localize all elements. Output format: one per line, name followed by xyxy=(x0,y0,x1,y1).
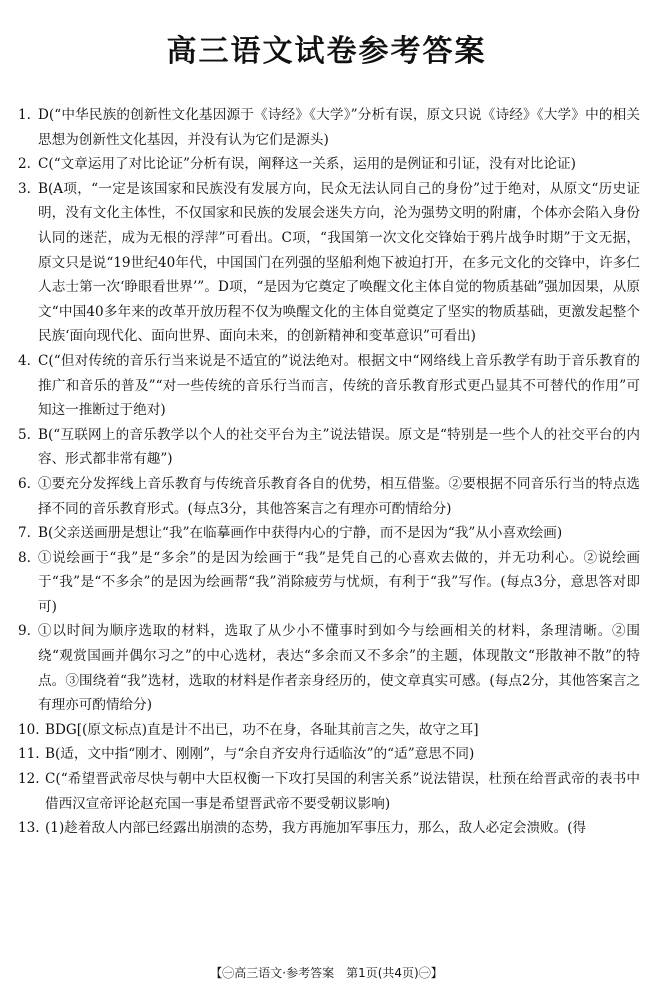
answer-text: C(“但对传统的音乐行当来说是不适宜的”说法绝对。根据文中“网络线上音乐教学有助于音乐教育的推广和音乐的普及”“对一些传统的音乐行当而言，传统的音乐教育形式更凸显其不可替代的作用”可知这一推断过于绝对) xyxy=(38,352,640,419)
answer-text: D(“中华民族的创新性文化基因源于《诗经》《大学》”分析有误，原文只说《诗经》《大学》中的相关思想为创新性文化基因，并没有认为它们是源头) xyxy=(38,107,640,148)
answer-item-4 xyxy=(18,349,640,423)
answer-text: (1)趁着敌人内部已经露出崩溃的态势，我方再施加军事压力，那么，敌人必定会溃败。(得 xyxy=(45,820,587,837)
answer-number: 12. xyxy=(18,771,40,788)
answer-item-7 xyxy=(18,521,640,546)
answer-number: 11. xyxy=(18,746,40,763)
answer-item-12 xyxy=(18,767,640,816)
answer-item-6 xyxy=(18,472,640,521)
answer-number: 8. xyxy=(18,549,31,566)
page-footer: 【㊀高三语文·参考答案 第1页(共4页)㊀】 xyxy=(210,966,443,980)
answer-text: B(适，文中指“刚才、刚刚”，与“余自齐安舟行适临汝”的“适”意思不同) xyxy=(45,746,475,763)
answer-item-2 xyxy=(18,152,640,177)
answer-number: 1. xyxy=(18,107,31,123)
answer-item-10 xyxy=(18,718,640,743)
answer-item-5 xyxy=(18,423,640,472)
answer-list xyxy=(18,103,640,841)
answer-item-1 xyxy=(18,103,640,152)
answer-number: 9. xyxy=(18,623,31,640)
answer-text: ①要充分发挥线上音乐教育与传统音乐教育各自的优势，相互借鉴。②要根据不同音乐行当的特点选择不同的音乐教育形式。(每点3分，其他答案言之有理亦可酌情给分) xyxy=(38,475,640,517)
answer-number: 6. xyxy=(18,475,31,492)
answer-text: B(A项，“一定是该国家和民族没有发展方向，民众无法认同自己的身份”过于绝对，从原文“历史证明，没有文化主体性，不仅国家和民族的发展会迷失方向，沦为强势文明的附庸，个体亦会陷入身份认同的迷茫，成为无根的浮萍”可看出。C项，“我国第一次文化交锋始于鸦片战争时期”于文无据，原文只是说“19世纪40年代，中国国门在列强的坚船利炮下被迫打开，在多元文化的交锋中，许多仁人志士第一次‘睁眼看世界’”。D项，“是因为它奠定了唤醒文化主体自觉的物质基础”强加因果，从原文“中国40多年来的改革开放历程不仅为唤醒文化的主体自觉奠定了坚实的物质基础，更激发起整个民族‘面向现代化、面向世界、面向未来，的创新精神和变革意识”可看出) xyxy=(38,180,640,345)
answer-text: BDG[(原文标点)直是计不出已，功不在身，各耻其前言之失，故守之耳] xyxy=(45,721,479,738)
answer-text: B(父亲送画册是想让“我”在临摹画作中获得内心的宁静，而不是因为“我”从小喜欢绘画) xyxy=(38,525,563,542)
answer-item-11 xyxy=(18,742,640,767)
answer-item-8 xyxy=(18,546,640,620)
answer-number: 7. xyxy=(18,525,31,542)
answer-text: C(“文章运用了对比论证”分析有误，阐释这一关系，运用的是例证和引证，没有对比论证) xyxy=(38,156,576,173)
answer-item-13 xyxy=(18,816,640,841)
answer-text: B(“互联网上的音乐教学以个人的社交平台为主”说法错误。原文是“特别是一些个人的社交平台的内容、形式都非常有趣”) xyxy=(38,426,640,468)
answer-number: 5. xyxy=(18,426,31,443)
answer-text: ①以时间为顺序选取的材料，选取了从少小不懂事时到如今与绘画相关的材料，条理清晰。②围绕“观赏国画并偶尔习之”的中心选材，表达“多余而又不多余”的主题，体现散文“形散神不散”的特点。③围绕着“我”选材，选取的材料是作者亲身经历的，使文章真实可感。(每点2分，其他答案言之有理亦可酌情给分) xyxy=(38,623,640,714)
answer-item-9 xyxy=(18,619,640,717)
answer-text: C(“希望晋武帝尽快与朝中大臣权衡一下攻打吴国的利害关系”说法错误，杜预在给晋武帝的表书中借西汉宣帝评论赵充国一事是希望晋武帝不要受朝议影响) xyxy=(45,771,640,812)
answer-number: 13. xyxy=(18,820,40,837)
answer-item-3 xyxy=(18,177,640,349)
page-title: 高三语文试卷参考答案 xyxy=(166,34,487,69)
answer-number: 10. xyxy=(18,721,40,738)
answer-number: 3. xyxy=(18,180,31,197)
answer-text: ①说绘画于“我”是“多余”的是因为绘画于“我”是凭自己的心喜欢去做的，并无功利心。②说绘画于“我”是“不多余”的是因为绘画帮“我”消除疲劳与忧烦，有利于“我”写作。(每点3分，意思答对即可) xyxy=(38,549,640,615)
answer-number: 4. xyxy=(18,352,31,369)
answer-number: 2. xyxy=(18,156,31,173)
